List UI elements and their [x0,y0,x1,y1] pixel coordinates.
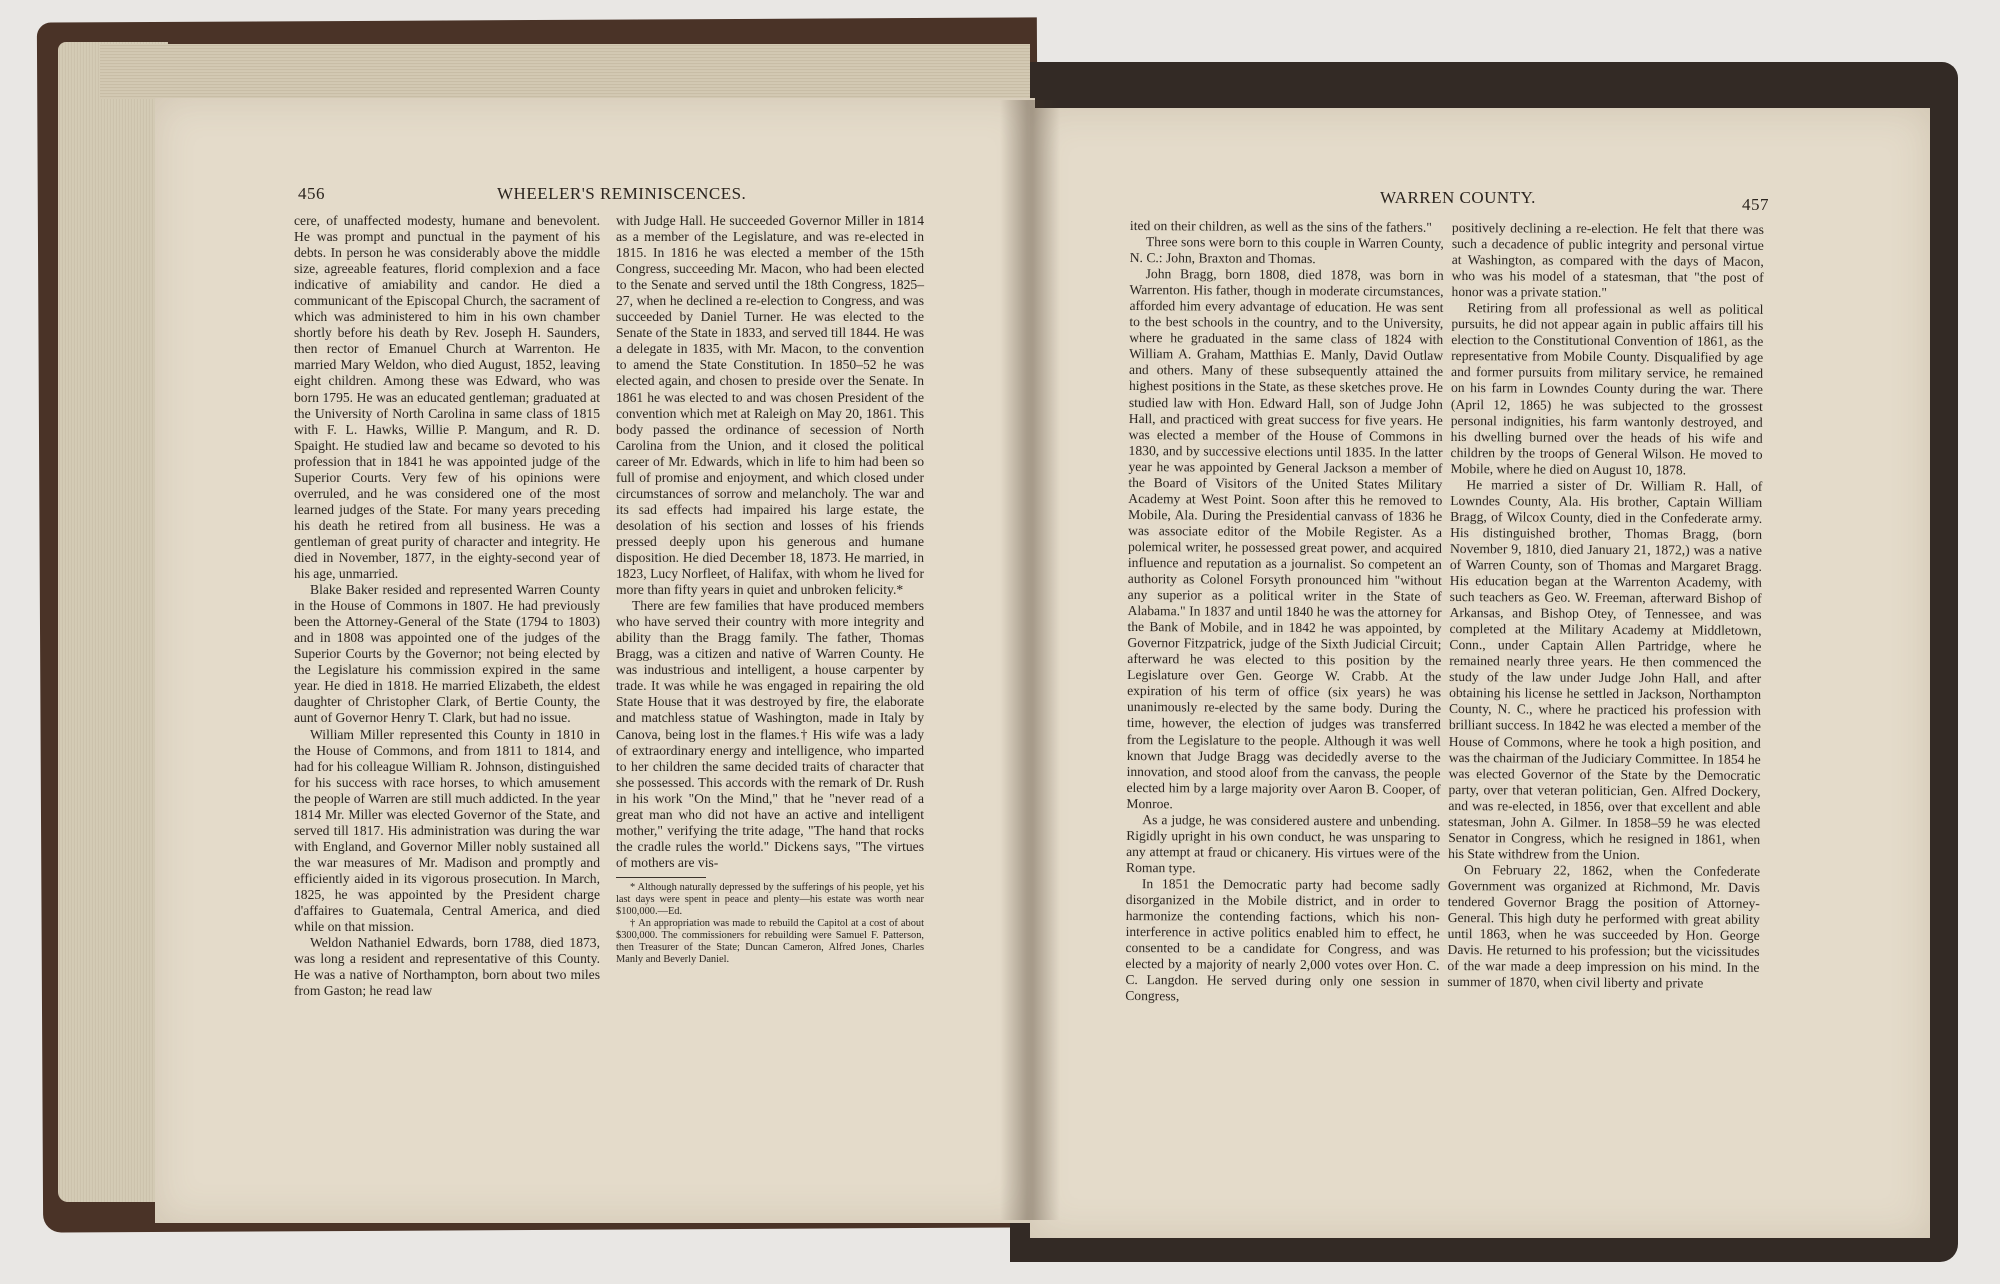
left-page-number: 456 [298,184,325,203]
footnote: * Although naturally depressed by the sufferings of his people, yet his last days were spent in peace and plenty—his estate was worth near $100,000.—Ed. [616,881,924,917]
paragraph: Three sons were born to this couple in Warren County, N. C.: John, Braxton and Thomas. [1129,234,1444,267]
right-page-column-2 [1447,220,1764,992]
paragraph: He married a sister of Dr. William R. Hall, of Lowndes County, Ala. His brother, Captain William Bragg, of Wilcox County, died in the Confederate army. His distinguished brother, Thomas Bragg, (born November 9, 1810, died January 21, 1872,) was a native of Warren County, son of Thomas and Margaret Bragg. His education began at the Warrenton Academy, with such teachers as Geo. W. Freeman, afterward Bishop of Arkansas, and Bishop Otey, of Tennessee, and was completed at the Military Academy at Middletown, Conn., under Captain Allen Partridge, where he remained nearly three years. He then commenced the study of the law under Judge John Hall, and after obtaining his license he settled in Jackson, Northampton County, N. C., where he practiced his profession with brilliant success. In 1842 he was elected a member of the House of Commons, where he took a high position, and was the chairman of the Judiciary Committee. In 1854 he was elected Governor of the State by the Democratic party, over that veteran politician, Gen. Alfred Dockery, and was re-elected, in 1856, over that excellent and able statesman, John A. Gilmer. In 1858–59 he was elected Senator in Congress, which he resigned in 1861, when his State withdrew from the Union. [1448,476,1763,862]
paragraph: ited on their children, as well as the sins of the fathers." [1129,218,1432,235]
left-page-column-2 [616,213,924,966]
paragraph: cere, of unaffected modesty, humane and benevolent. He was prompt and punctual in the payment of his debts. In person he was considerably above the middle size, agreeable features, florid complexion and a face indicative of amiability and candor. He died a communicant of the Episcopal Church, the sacrament of which was administered to him in his own chamber shortly before his death by Rev. Joseph H. Saunders, then rector of Emanuel Church at Warrenton. He married Mary Weldon, who died August, 1852, leaving eight children. Among these was Edward, who was born 1795. He was an educated gentleman; graduated at the University of North Carolina in same class of 1815 with F. L. Hawks, Willie P. Mangum, and R. D. Spaight. He studied law and became so devoted to his profession that in 1841 he was appointed judge of the Superior Courts. Very few of his opinions were overruled, and he was considered one of the most learned judges of the State. For many years preceding his death he retired from all business. He was a gentleman of great purity of character and integrity. He died in November, 1877, in the eighty-second year of his age, unmarried. [294,213,600,582]
paragraph: John Bragg, born 1808, died 1878, was born in Warrenton. His father, though in moderate circumstances, afforded him every advantage of education. He was sent to the best schools in the country, and to the University, where he graduated in the same class of 1824 with William A. Graham, Matthias E. Manly, David Outlaw and others. Many of these subsequently attained the highest positions in the State, as these sketches prove. He studied law with Hon. Edward Hall, son of Judge John Hall, and practiced with great success for five years. He was elected a member of the House of Commons in 1830, and by successive elections until 1835. In the latter year he was appointed by General Jackson a member of the Board of Visitors of the United States Military Academy at West Point. Soon after this he removed to Mobile, Ala. During the Presidential canvass of 1836 he was associate editor of the Mobile Register. As a polemical writer, he possessed great power, and acquired influence and reputation as a journalist. So competent an authority as Colonel Forsyth pronounced him "without any superior as a political writer in the State of Alabama." In 1837 and until 1840 he was the attorney for the Bank of Mobile, and in 1842 he was appointed, by Governor Fitzpatrick, judge of the Sixth Judicial Circuit; afterward he was elected to this position by the Legislature over Gen. George W. Crabb. At the expiration of his term of office (six years) he was unanimously re-elected by the same body. During the time, however, the election of judges was transferred from the Legislature to the people. Although it was well known that Judge Bragg was decidedly averse to the innovation, and stood aloof from the canvass, the people elected him by a large majority over Aaron B. Cooper, of Monroe. [1126,266,1444,811]
paragraph: Retiring from all professional as well as political pursuits, he did not appear again in public affairs till his election to the Constitutional Convention of 1861, as the representative from Mobile County. Disqualified by age and former pursuits from military service, he remained on his farm in Lowndes County during the war. There (April 12, 1865) he was subjected to the grossest personal indignities, his farm wantonly destroyed, and his dwelling burned over the heads of his wife and children by the troops of General Wilson. He moved to Mobile, where he died on August 10, 1878. [1450,300,1764,478]
paragraph: positively declining a re-election. He felt that there was such a decadence of public integrity and personal virtue at Washington, as compared with the days of Macon, who was his model of a statesman, that "the post of honor was a private station." [1451,220,1764,301]
paragraph: Weldon Nathaniel Edwards, born 1788, died 1873, was long a resident and representative of this County. He was a native of Northampton, born about two miles from Gaston; he read law [294,935,600,999]
left-running-head: WHEELER'S REMINISCENCES. [497,184,747,203]
paragraph: William Miller represented this County in 1810 in the House of Commons, and from 1811 to 1814, and had for his colleague William R. Johnson, distinguished for his success with race horses, to which amusement the people of Warren are still much addicted. In the year 1814 Mr. Miller was elected Governor of the State, and served till 1817. His administration was during the war with England, and Governor Miller nobly sustained all the war measures of Mr. Madison and promptly and efficiently aided in its vigorous prosecution. In March, 1825, he was appointed by the President charge d'affaires to Guatemala, Central America, and died while on that mission. [294,726,600,935]
paragraph: As a judge, he was considered austere and unbending. Rigidly upright in his own conduct, he was unsparing to any attempt at fraud or chicanery. His virtues were of the Roman type. [1125,811,1441,876]
page-edges-left [58,42,168,1202]
paragraph: In 1851 the Democratic party had become sadly disorganized in the Mobile district, and in order to harmonize the contending factions, which his non-interference in active politics enabled him to effect, he consented to be a candidate for Congress, and was elected by a majority of nearly 2,000 votes over Hon. C. C. Langdon. He served during only one session in Congress, [1125,876,1440,1004]
paragraph: On February 22, 1862, when the Confederate Government was organized at Richmond, Mr. Davis tendered Governor Bragg the position of Attorney-General. This high duty he performed with great ability until 1863, when he was succeeded by Hon. George Davis. He returned to his profession; but the vicissitudes of the war made a deep impression on his mind. In the summer of 1870, when civil liberty and private [1447,861,1761,991]
right-page-column-1 [1125,218,1444,1006]
page-edges-top [100,44,1030,99]
footnote-rule [616,877,706,878]
paragraph: with Judge Hall. He succeeded Governor Miller in 1814 as a member of the Legislature, and was re-elected in 1815. In 1816 he was elected a member of the 15th Congress, succeeding Mr. Macon, who had been elected to the Senate and served until the 18th Congress, 1825–27, when he declined a re-election to Congress, and was succeeded by Daniel Turner. He was elected to the Senate of the State in 1833, and served till 1844. He was a delegate in 1835, with Mr. Macon, to the convention to amend the State Constitution. In 1850–52 he was elected again, and chosen to preside over the Senate. In 1861 he was elected to and was chosen President of the convention which met at Raleigh on May 20, 1861. This body passed the ordinance of secession of North Carolina from the Union, and it closed the political career of Mr. Edwards, which in life to him had been so full of promise and enjoyment, and which closed under circumstances of sorrow and melancholy. The war and its sad effects had impaired his large estate, the desolation of his section and losses of his friends pressed deeply upon his generous and humane disposition. He died December 18, 1873. He married, in 1823, Lucy Norfleet, of Halifax, with whom he lived for more than fifty years in quiet and unbroken felicity.* [616,213,924,598]
right-running-head: WARREN COUNTY. [1380,188,1536,207]
book-gutter [1000,100,1060,1220]
right-page-number: 457 [1742,195,1769,214]
footnote: † An appropriation was made to rebuild the Capitol at a cost of about $300,000. The commissioners for rebuilding were Samuel F. Patterson, then Treasurer of the State; Duncan Cameron, Alfred Jones, Charles Manly and Beverly Daniel. [616,917,924,965]
left-page-column-1 [294,213,600,999]
paragraph: There are few families that have produced members who have served their country with more integrity and ability than the Bragg family. The father, Thomas Bragg, was a citizen and native of Warren County. He was industrious and intelligent, a house carpenter by trade. It was while he was engaged in repairing the old State House that it was destroyed by fire, the elaborate and matchless statue of Washington, made in Italy by Canova, being lost in the flames.† His wife was a lady of extraordinary energy and intelligence, who imparted to her children the same decided traits of character that she possessed. This accords with the remark of Dr. Rush in his work "On the Mind," that he "never read of a great man who did not have an active and intelligent mother," verifying the trite adage, "The hand that rocks the cradle rules the world." Dickens says, "The virtues of mothers are vis- [616,598,924,870]
paragraph: Blake Baker resided and represented Warren County in the House of Commons in 1807. He had previously been the Attorney-General of the State (1794 to 1803) and in 1808 was appointed one of the judges of the Superior Courts by the Governor; not being elected by the Legislature his commission expired in the same year. He died in 1818. He married Elizabeth, the eldest daughter of Christopher Clark, of Bertie County, the aunt of Governor Henry T. Clark, but had no issue. [294,582,600,726]
footnotes [616,882,924,966]
